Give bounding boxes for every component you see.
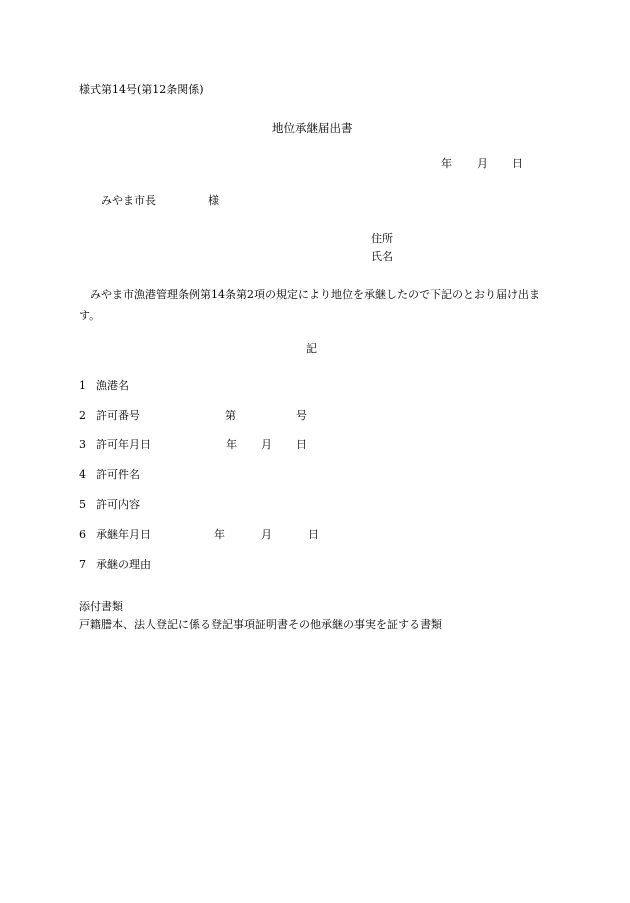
succession-day-label: 日: [308, 528, 319, 541]
item-label: 許可件名: [96, 468, 140, 481]
item-number: 2: [79, 409, 86, 422]
permit-day-label: 日: [296, 438, 307, 451]
item-number: 3: [79, 438, 86, 451]
document-title: 地位承継届出書: [272, 121, 353, 135]
form-number-label: 様式第14号(第12条関係): [79, 83, 204, 96]
ki-heading: 記: [306, 342, 317, 355]
date-month-label: 月: [477, 157, 488, 170]
attachments-text: 戸籍謄本、法人登記に係る登記事項証明書その他承継の事実を証する書類: [79, 618, 442, 631]
addressee-honorific: 様: [208, 194, 219, 207]
date-day-label: 日: [512, 157, 523, 170]
date-year-label: 年: [441, 157, 452, 170]
address-label: 住所: [371, 232, 393, 245]
item-number: 7: [79, 558, 86, 571]
succession-month-label: 月: [261, 528, 272, 541]
addressee-name: みやま市長: [101, 194, 156, 207]
succession-year-label: 年: [214, 528, 225, 541]
item-label: 許可番号: [96, 409, 140, 422]
statement-paragraph: みやま市漁港管理条例第14条第2項の規定により地位を承継したので下記のとおり届け出ます。: [79, 288, 540, 322]
permit-dai-label: 第: [225, 409, 236, 422]
item-label: 許可年月日: [96, 438, 151, 451]
permit-month-label: 月: [261, 438, 272, 451]
item-number: 5: [79, 498, 86, 511]
name-label: 氏名: [371, 250, 393, 263]
item-label: 承継の理由: [96, 558, 151, 571]
item-number: 4: [79, 468, 86, 481]
item-label: 許可内容: [96, 498, 140, 511]
item-label: 漁港名: [96, 379, 129, 392]
permit-go-label: 号: [296, 409, 307, 422]
permit-year-label: 年: [226, 438, 237, 451]
item-number: 1: [79, 379, 86, 392]
item-number: 6: [79, 528, 86, 541]
item-label: 承継年月日: [96, 528, 151, 541]
attachments-heading: 添付書類: [79, 600, 123, 613]
